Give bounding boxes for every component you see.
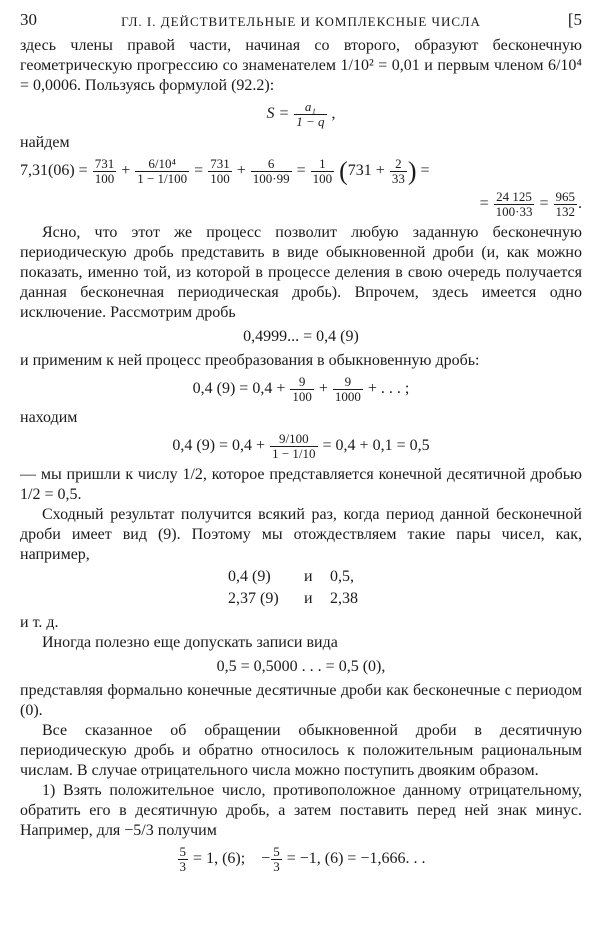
paragraph-6: Иногда полезно еще допускать записи вида [42,634,338,651]
formula-expansion: 0,4 (9) = 0,4 + $\frac{9}{100}$ + $\frac{9}{1000}$ + . . . ; [192,374,410,404]
number-pairs [228,567,582,611]
page-header [20,10,582,36]
fraction: $\frac{\text{a₁}}{1 - q}$ [296,99,325,129]
fraction: $\frac{5}{3}$ [179,844,187,874]
formula-conversion: 7,31(06) = $\frac{731}{100}$ + $\frac{\text{6/10⁴}}{1 - 1/100}$ = $\frac{731}{100}$ + $\frac{6}{100\cdot 99}$ = $\frac{1}{100}$ (731 + $\frac{2}{33}$ ) = [20,156,430,186]
formula-periodic-nine: 0,4999... = 0,4 (9) [243,328,359,345]
paragraph-7: представляя формально конечные десятичные дроби как бесконечные с периодом (0). [20,682,582,719]
running-title: ГЛ. I. ДЕЙСТВИТЕЛЬНЫЕ И КОМПЛЕКСНЫЕ ЧИСЛА [121,14,481,29]
fraction: $\frac{24 125}{100\cdot 33}$ [495,189,533,219]
section-number: [5 [567,10,582,29]
fraction: $\frac{9}{100}$ [292,374,312,404]
formula-result: 0,4 (9) = 0,4 + $\frac{9/100}{1 - 1/10}$ = 0,4 + 0,1 = 0,5 [172,431,430,461]
formula-lhs: S = [266,105,290,123]
fraction: $\frac{6}{100\cdot 99}$ [252,156,290,186]
formula-conversion-result: = $\frac{24 125}{100\cdot 33}$ = $\frac{965}{132}$ . [479,189,582,219]
formula-series-sum: S = $\frac{\text{a₁}}{1 - q}$ , [266,99,336,129]
word-naydem: найдем [20,134,70,151]
paragraph-4: — мы пришли к числу 1/2, которое представляется конечной десятичной дробью 1/2 = 0,5. [20,466,582,503]
fraction: $\frac{1}{100}$ [312,156,333,186]
word-itd: и т. д. [20,614,59,631]
fraction: $\frac{731}{100}$ [94,156,115,186]
fraction: $\frac{\text{6/10⁴}}{1 - 1/100}$ [137,156,188,186]
fraction: $\frac{731}{100}$ [210,156,230,186]
pair-row: 0,4 (9) и 0,5, [228,568,354,585]
page-number: 30 [20,10,37,29]
paragraph-1: здесь члены правой части, начиная со второго, образуют бесконечную геометрическую прогрессию со знаменателем 1/10² = 0,01 и первым членом 6/10⁴ = 0,0006. Пользуясь формулой (92.2): [20,37,582,94]
book-page [20,10,582,878]
paren-close: ) [407,156,417,186]
fraction: $\frac{9/100}{1 - 1/10}$ [272,431,316,461]
paragraph-3: и применим к ней процесс преобразования в обыкновенную дробь: [20,352,480,369]
formula-zero-period: 0,5 = 0,5000 . . . = 0,5 (0), [216,658,386,675]
paren-open: ( [339,156,348,186]
formula-negative-example: $\frac{5}{3}$ = 1, (6); − $\frac{5}{3}$ = −1, (6) = −1,666. . . [179,844,426,874]
paragraph-8: Все сказанное об обращении обыкновенной дроби в десятичную периодическую дробь и обратно относилось к положительным рациональным числам. В случае отрицательного числа можно поступить двояким образом. [20,722,582,779]
fraction: $\frac{5}{3}$ [273,844,280,874]
fraction: $\frac{965}{132}$ [555,189,575,219]
fraction: $\frac{2}{33}$ [391,156,405,186]
pair-row: 2,37 (9) и 2,38 [228,590,358,607]
paragraph-9: 1) Взять положительное число, противоположное данному отрицательному, обратить его в десятичную дробь, а затем поставить перед ней знак минус. Например, для −5/3 получим [20,782,582,839]
fraction: $\frac{9}{1000}$ [334,374,361,404]
paragraph-2: Ясно, что этот же процесс позволит любую заданную бесконечную периодическую дробь представить в виде обыкновенной дроби (и, как можно показать, именно той, из которой в процессе деления в свою очередь получается данная бесконечная периодическая дробь). Впрочем, здесь имеется одно исключение. Рассмотрим дробь [20,224,582,321]
word-nakhodim: находим [20,409,78,426]
paragraph-5: Сходный результат получится всякий раз, когда период данной бесконечной дроби имеет вид (9). Поэтому мы отождествляем такие пары чисел, как, например, [20,506,582,563]
